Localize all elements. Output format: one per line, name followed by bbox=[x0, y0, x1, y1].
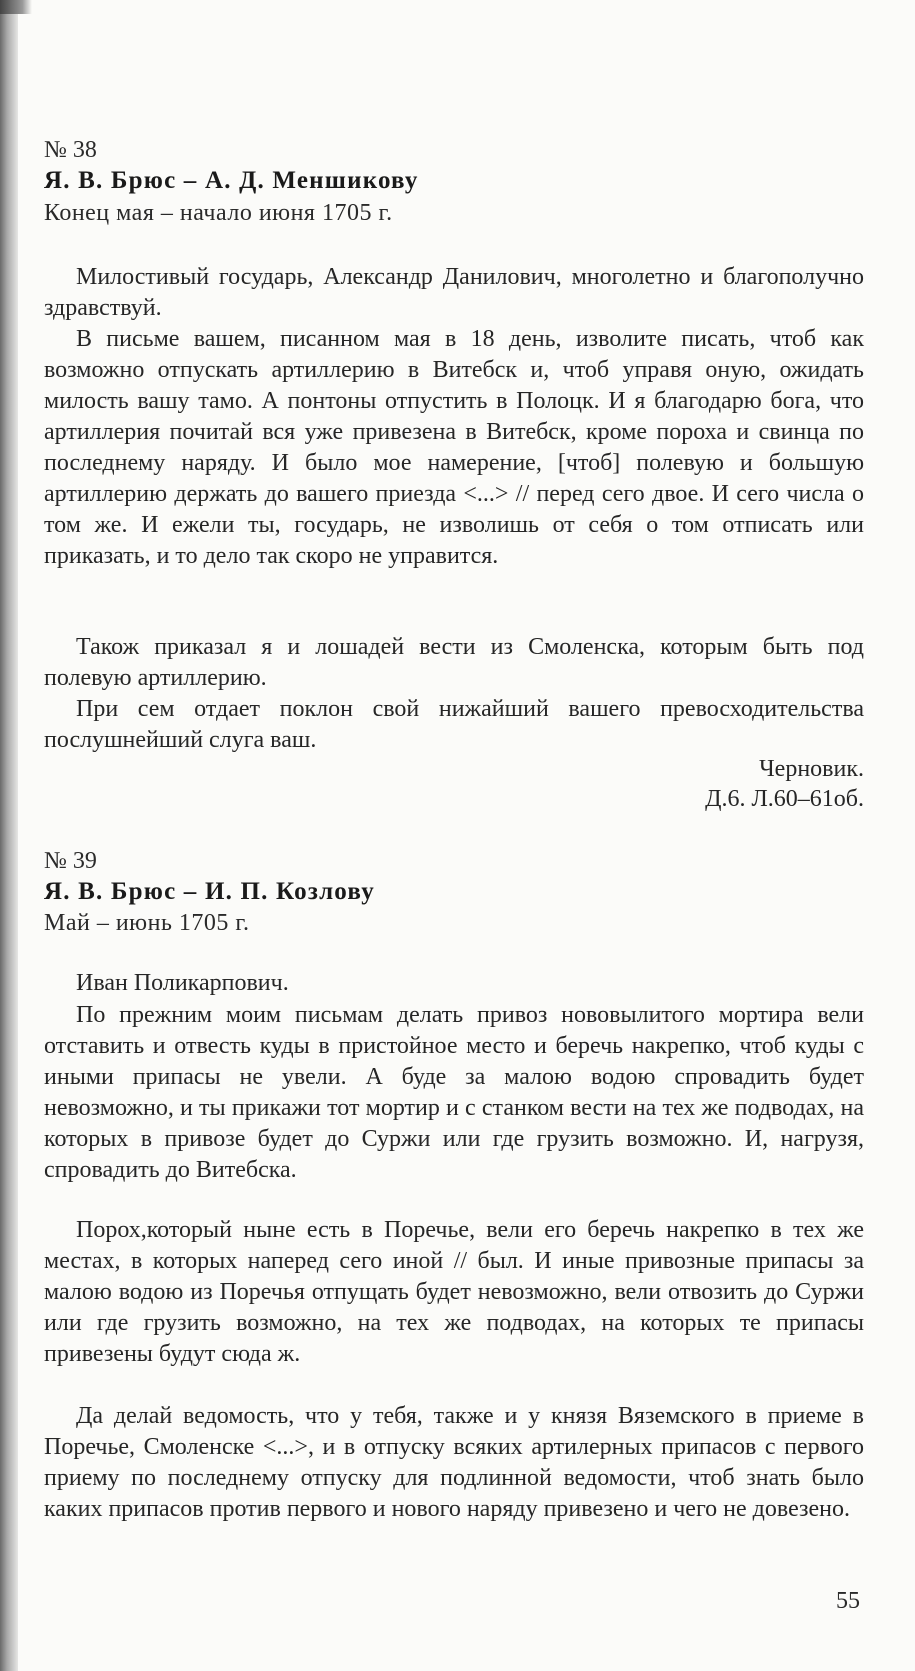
document-38-paragraph-2: В письме вашем, писанном мая в 18 день, изволите писать, чтоб как возможно отпускать артиллерию в Витебск и, чтоб управя оную, ожидать милость вашу тамо. А понтоны отпустить в Полоцк. И я благодарю бога, что артиллерия почитай вся уже привезена в Витебск, кроме пороха и свинца по последнему наряду. И было мое намерение, [чтоб] полевую и большую артиллерию держать до вашего приезда <...> // перед сего двое. И сего числа о том же. И ежели ты, государь, не изволишь от себя о том отписать или приказать, и то дело так скоро не управится. bbox=[44, 326, 864, 569]
document-38-number: № 38 bbox=[44, 137, 97, 163]
document-39-title: Я. В. Брюс – И. П. Козлову bbox=[44, 878, 375, 905]
page-number: 55 bbox=[836, 1588, 860, 1614]
book-page bbox=[44, 0, 864, 1671]
document-39-paragraph-2: Порох,который ныне есть в Поречье, вели его беречь накрепко в тех же местах, в которых наперед сего иной // был. И иные привозные припасы за малою водою из Поречья отпущать будет невозможно, вели отвозить до Суржи или где грузить возможно, на тех же подводах, на которых те припасы привезены будут сюда ж. bbox=[44, 1217, 864, 1367]
scan-corner-mark bbox=[0, 0, 32, 14]
document-39-paragraph-1: По прежним моим письмам делать привоз нововылитого мортира вели отставить и отвесть куды в пристойное место и беречь накрепко, чтоб куды с иными припасы не увели. А буде за малою водою спровадить будет невозможно, и ты прикажи тот мортир и с станком вести на тех же подводах, на которых в привозе будет до Суржи или где грузить возможно. И, нагрузя, спровадить до Витебска. bbox=[44, 1002, 864, 1183]
document-38-source-note: Черновик. bbox=[759, 756, 864, 782]
book-spine-shadow bbox=[0, 0, 18, 1671]
document-38-title: Я. В. Брюс – А. Д. Меншикову bbox=[44, 167, 419, 194]
document-39-number: № 39 bbox=[44, 848, 97, 874]
document-38-archive-reference: Д.6. Л.60–61об. bbox=[705, 786, 864, 812]
document-39-salutation: Иван Поликарпович. bbox=[76, 970, 289, 996]
document-38-paragraph-3: Також приказал я и лошадей вести из Смоленска, которым быть под полевую артиллерию. bbox=[44, 634, 864, 691]
document-38-date: Конец мая – начало июня 1705 г. bbox=[44, 200, 393, 226]
document-38-paragraph-4: При сем отдает поклон свой нижайший вашего превосходительства послушнейший слуга ваш. bbox=[44, 696, 864, 753]
document-39-date: Май – июнь 1705 г. bbox=[44, 910, 250, 936]
document-39-paragraph-3: Да делай ведомость, что у тебя, также и у князя Вяземского в приеме в Поречье, Смоленске <...>, и в отпуску всяких артилерных припасов с первого приему по последнему отпуску для подлинной ведомости, чтоб знать было каких припасов против первого и нового наряду привезено и чего не довезено. bbox=[44, 1403, 864, 1522]
document-38-paragraph-1: Милостивый государь, Александр Данилович, многолетно и благополучно здравствуй. bbox=[44, 264, 864, 321]
